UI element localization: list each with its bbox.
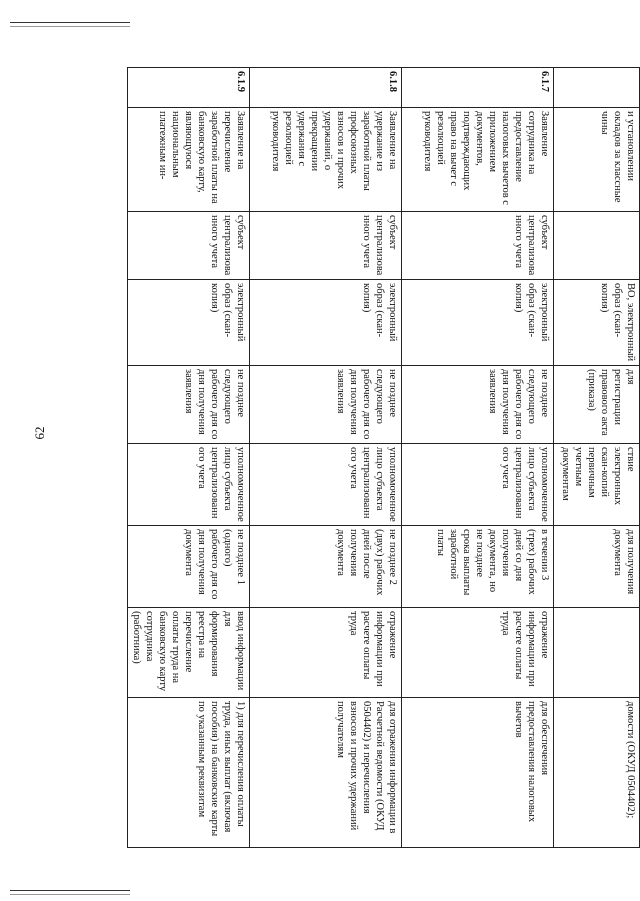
document-cell: Заявление сотрудника на предоставление налоговых вычетов с приложением документов, подтверждающих право на вычет с резолюцией руководителя bbox=[402, 108, 554, 212]
document-cell: и установлении окладов за классные чины bbox=[554, 108, 640, 212]
note-cell: домости (ОКУД 0504402); bbox=[554, 698, 640, 848]
deadline-cell: не позднее следующего рабочего дня со дня получения заявления bbox=[128, 366, 250, 444]
receiver-cell: уполномоченное лицо субъекта централизованного учета bbox=[402, 444, 554, 526]
note-cell: для отражения информации в Расчетной ведомости (ОКУД 0504402) и перечисления взносов и прочих удержаний получателям bbox=[250, 698, 402, 848]
row-number bbox=[554, 68, 640, 108]
deadline-cell: не позднее следующего рабочего дня со дня получения заявления bbox=[402, 366, 554, 444]
deadline-cell: не позднее следующего рабочего дня со дня получения заявления bbox=[250, 366, 402, 444]
receiver-cell: уполномоченное лицо субъекта централизованного учета bbox=[250, 444, 402, 526]
receiver-cell: ствие электронных скан-копий первичным учетным документам bbox=[554, 444, 640, 526]
table-row bbox=[402, 68, 554, 848]
purpose-cell: отражение информации при расчете оплаты труда bbox=[250, 608, 402, 698]
page-number: 62 bbox=[32, 426, 47, 440]
receiver-cell: уполномоченное лицо субъекта централизованного учета bbox=[128, 444, 250, 526]
row-number: 6.1.7 bbox=[402, 68, 554, 108]
form-cell: электронный образ (скан-копия) bbox=[402, 280, 554, 366]
processing-period-cell: для получения документа bbox=[554, 526, 640, 608]
document-cell: Заявление на перечисление заработной платы на банковскую карту, являющуюся национальным платежным ин- bbox=[128, 108, 250, 212]
rotated-table-wrapper bbox=[128, 67, 640, 847]
document-flow-table bbox=[127, 67, 640, 848]
processing-period-cell: не позднее 2 (двух) рабочих дней после получения документа bbox=[250, 526, 402, 608]
form-cell: ВО, электронный образ (скан-копия) bbox=[554, 280, 640, 366]
purpose-cell bbox=[554, 608, 640, 698]
note-cell: для обеспечения предоставления налоговых вычетов bbox=[402, 698, 554, 848]
form-cell: электронный образ (скан-копия) bbox=[250, 280, 402, 366]
sender-cell: субъект централизованного учета bbox=[402, 212, 554, 280]
document-cell: Заявление на удержание из заработной платы профсоюзных взносов и прочих удержаний, о прекращении удержания с резолюцией руководителя bbox=[250, 108, 402, 212]
table-row bbox=[250, 68, 402, 848]
purpose-cell: отражение информации при расчете оплаты труда bbox=[402, 608, 554, 698]
sender-cell bbox=[554, 212, 640, 280]
deadline-cell: для регистрации правового акта (приказа) bbox=[554, 366, 640, 444]
row-number: 6.1.9 bbox=[128, 68, 250, 108]
row-number: 6.1.8 bbox=[250, 68, 402, 108]
form-cell: электронный образ (скан-копия) bbox=[128, 280, 250, 366]
sender-cell: субъект централизованного учета bbox=[128, 212, 250, 280]
table-row bbox=[128, 68, 250, 848]
processing-period-cell: не позднее 1 (одного) рабочего дня со дня получения документа bbox=[128, 526, 250, 608]
processing-period-cell: в течении 3 (трех) рабочих дней со дня получения документа, но не позднее срока выплаты заработной платы bbox=[402, 526, 554, 608]
sender-cell: субъект централизованного учета bbox=[250, 212, 402, 280]
table-row bbox=[554, 68, 640, 848]
purpose-cell: ввод информации для формирования реестра на перечисление оплаты труда на банковскую карту сотрудника (работника) bbox=[128, 608, 250, 698]
note-cell: 1) для перечисления оплаты труда, иных выплат (включая пособия) на банковские карты по указанным реквизитам bbox=[128, 698, 250, 848]
